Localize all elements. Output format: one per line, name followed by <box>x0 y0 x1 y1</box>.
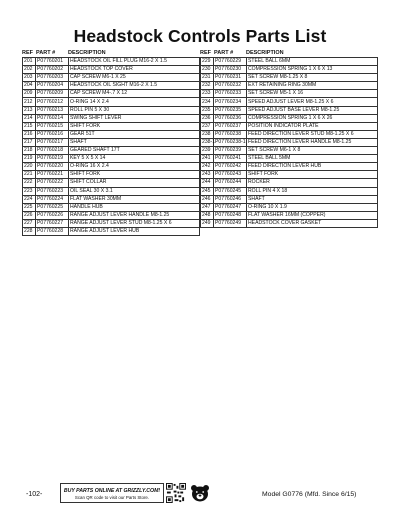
part-number-cell: P07760214 <box>36 114 69 122</box>
part-number-cell: P07760237 <box>214 122 247 130</box>
part-number-cell: P07760235 <box>214 106 247 114</box>
description-cell: EXT RETAINING RING 30MM <box>247 82 378 90</box>
description-cell: SET SCREW M6-1 X 8 <box>247 147 378 155</box>
description-cell: FLAT WASHER 16MM (COPPER) <box>247 211 378 219</box>
description-cell: SPEED ADJUST BASE LEVER M8-1.25 <box>247 106 378 114</box>
ref-cell: 246 <box>201 195 214 203</box>
ref-cell: 219 <box>23 155 36 163</box>
ref-cell: 232 <box>201 82 214 90</box>
table-row <box>23 114 200 122</box>
part-number-cell: P07760217 <box>36 138 69 146</box>
part-number-cell: P07760247 <box>214 203 247 211</box>
description-cell: ROLL PIN 4 X 18 <box>247 187 378 195</box>
ref-cell: 217 <box>23 138 36 146</box>
model-info: Model G0776 (Mfd. Since 6/15) <box>262 491 357 498</box>
part-number-cell: P07760230 <box>214 66 247 74</box>
scan-qr-text: Scan QR code to visit our Parts Store. <box>74 495 150 500</box>
part-number-cell: P07760245 <box>214 187 247 195</box>
part-number-cell: P07760224 <box>36 195 69 203</box>
table-row <box>23 219 200 227</box>
part-number-cell: P07760209 <box>36 90 69 98</box>
ref-cell: 237 <box>201 122 214 130</box>
header-part: PART # <box>36 50 56 56</box>
ref-cell: 215 <box>23 122 36 130</box>
ref-cell: 247 <box>201 203 214 211</box>
ref-cell: 235 <box>201 106 214 114</box>
description-cell: SHIFT FORK <box>69 171 200 179</box>
ref-cell: 241 <box>201 155 214 163</box>
table-row <box>201 187 378 195</box>
description-cell: SHIFT FORK <box>69 122 200 130</box>
ref-cell: 221 <box>23 171 36 179</box>
part-number-cell: P07760228 <box>36 227 69 235</box>
part-number-cell: P07760241 <box>214 155 247 163</box>
ref-cell: 213 <box>23 106 36 114</box>
ref-cell: 227 <box>23 219 36 227</box>
table-row <box>201 90 378 98</box>
table-row <box>201 203 378 211</box>
description-cell: OIL SEAL 30 X 3.1 <box>69 187 200 195</box>
description-cell: SHIFT COLLAR <box>69 179 200 187</box>
description-cell: O-RING 10 X 1.9 <box>247 203 378 211</box>
table-row <box>23 155 200 163</box>
description-cell: SWING SHIFT LEVER <box>69 114 200 122</box>
table-row <box>201 98 378 106</box>
header-ref: REF <box>200 50 211 56</box>
table-row <box>23 179 200 187</box>
part-number-cell: P07760242 <box>214 163 247 171</box>
description-cell: RANGE ADJUST LEVER HANDLE M8-1.25 <box>69 211 200 219</box>
parts-table-right <box>200 57 378 228</box>
part-number-cell: P07760225 <box>36 203 69 211</box>
ref-cell: 234 <box>201 98 214 106</box>
table-row <box>201 106 378 114</box>
description-cell: COMPRESSION SPRING 1 X 6 X 26 <box>247 114 378 122</box>
description-cell: FLAT WASHER 30MM <box>69 195 200 203</box>
table-row <box>23 203 200 211</box>
ref-cell: 203 <box>23 74 36 82</box>
part-number-cell: P07760248 <box>214 211 247 219</box>
description-cell: RANGE ADJUST LEVER STUD M8-1.25 X 6 <box>69 219 200 227</box>
ref-cell: 224 <box>23 195 36 203</box>
table-row <box>201 114 378 122</box>
table-row <box>201 179 378 187</box>
description-cell: HANDLE HUB <box>69 203 200 211</box>
description-cell: SHAFT <box>247 195 378 203</box>
part-number-cell: P07760239 <box>214 147 247 155</box>
ref-cell: 249 <box>201 219 214 227</box>
part-number-cell: P07760227 <box>36 219 69 227</box>
column-header <box>200 49 378 57</box>
description-cell: ROCKER <box>247 179 378 187</box>
description-cell: COMPRESSION SPRING 1 X 6 X 13 <box>247 66 378 74</box>
table-row <box>201 122 378 130</box>
part-number-cell: P07760231 <box>214 74 247 82</box>
part-number-cell: P07760219 <box>36 155 69 163</box>
part-number-cell: P07760221 <box>36 171 69 179</box>
parts-table-left <box>22 57 200 236</box>
ref-cell: 218 <box>23 147 36 155</box>
ref-cell: 204 <box>23 82 36 90</box>
table-row <box>23 211 200 219</box>
table-row <box>23 130 200 138</box>
ref-cell: 243 <box>201 171 214 179</box>
ref-cell: 212 <box>23 98 36 106</box>
part-number-cell: P07760220 <box>36 163 69 171</box>
part-number-cell: P07760238-1 <box>215 138 246 145</box>
ref-cell: 228 <box>23 227 36 235</box>
part-number-cell: P07760201 <box>36 58 69 66</box>
table-row <box>201 155 378 163</box>
ref-cell: 238 <box>201 130 214 138</box>
parts-column-left <box>22 49 200 236</box>
page-number: -102- <box>26 491 43 498</box>
table-row <box>201 195 378 203</box>
ref-cell: 209 <box>23 90 36 98</box>
ref-cell: 201 <box>23 58 36 66</box>
table-row <box>23 171 200 179</box>
table-row <box>23 195 200 203</box>
ref-cell: 244 <box>201 179 214 187</box>
table-row <box>201 211 378 219</box>
description-cell: GEAR 51T <box>69 130 200 138</box>
ref-cell: 229 <box>201 58 214 66</box>
description-cell: RANGE ADJUST LEVER HUB <box>69 227 200 235</box>
header-part: PART # <box>214 50 234 56</box>
table-row <box>201 138 378 146</box>
part-number-cell: P07760238 <box>214 130 247 138</box>
part-number-cell: P07760244 <box>214 179 247 187</box>
description-cell: CAP SCREW M4-.7 X 12 <box>69 90 200 98</box>
part-number-cell: P07760215 <box>36 122 69 130</box>
part-number-cell: P07760203 <box>36 74 69 82</box>
ref-cell: 222 <box>23 179 36 187</box>
description-cell: STEEL BALL 5MM <box>247 155 378 163</box>
description-cell: O-RING 14 X 2.4 <box>69 98 200 106</box>
description-cell: KEY 5 X 5 X 14 <box>69 155 200 163</box>
description-cell: CAP SCREW M6-1 X 25 <box>69 74 200 82</box>
part-number-cell: P07760232 <box>214 82 247 90</box>
part-number-cell: P07760249 <box>214 219 247 227</box>
table-row <box>23 82 200 90</box>
table-row <box>201 219 378 227</box>
description-cell: GEARED SHAFT 17T <box>69 147 200 155</box>
description-cell: FEED DIRECTION LEVER STUD M8-1.25 X 6 <box>247 130 378 138</box>
ref-cell: 245 <box>201 187 214 195</box>
table-row <box>23 106 200 114</box>
part-number-cell: P07760212 <box>36 98 69 106</box>
part-number-cell: P07760216 <box>36 130 69 138</box>
buy-parts-text: BUY PARTS ONLINE AT GRIZZLY.COM! <box>63 488 161 494</box>
table-row <box>201 130 378 138</box>
table-row <box>23 58 200 66</box>
ref-cell: 233 <box>201 90 214 98</box>
ref-cell: 226 <box>23 211 36 219</box>
table-row <box>23 147 200 155</box>
description-cell: SHIFT FORK <box>247 171 378 179</box>
description-cell: FEED DIRECTION LEVER HANDLE M8-1.25 <box>247 138 378 146</box>
table-row <box>23 66 200 74</box>
table-row <box>201 82 378 90</box>
description-cell: HEADSTOCK TOP COVER <box>69 66 200 74</box>
part-number-cell: P07760236 <box>214 114 247 122</box>
table-row <box>201 147 378 155</box>
table-row <box>201 171 378 179</box>
ref-cell: 202 <box>23 66 36 74</box>
ref-cell: 223 <box>23 187 36 195</box>
part-number-cell: P07760222 <box>36 179 69 187</box>
column-header <box>22 49 200 57</box>
description-cell: SET SCREW M8-1.25 X 8 <box>247 74 378 82</box>
part-number-cell: P07760246 <box>214 195 247 203</box>
header-ref: REF <box>22 50 33 56</box>
description-cell: STEEL BALL 6MM <box>247 58 378 66</box>
part-number-cell: P07760204 <box>36 82 69 90</box>
description-cell: HEADSTOCK COVER GASKET <box>247 219 378 227</box>
description-cell: SHAFT <box>69 138 200 146</box>
ref-cell: 239 <box>201 147 214 155</box>
table-row <box>23 138 200 146</box>
table-row <box>23 227 200 235</box>
table-row <box>23 187 200 195</box>
part-number-cell: P07760243 <box>214 171 247 179</box>
ref-cell: 236 <box>201 114 214 122</box>
part-number-cell: P07760233 <box>214 90 247 98</box>
part-number-cell: P07760223 <box>36 187 69 195</box>
header-description: DESCRIPTION <box>68 50 106 56</box>
header-description: DESCRIPTION <box>246 50 284 56</box>
ref-cell: 248 <box>201 211 214 219</box>
ref-cell: 225 <box>23 203 36 211</box>
ref-cell: 231 <box>201 74 214 82</box>
part-number-cell: P07760226 <box>36 211 69 219</box>
ref-cell: 230 <box>201 66 214 74</box>
ref-cell: 242 <box>201 163 214 171</box>
part-number-cell: P07760218 <box>36 147 69 155</box>
table-row <box>23 90 200 98</box>
ref-cell: 238-1 <box>202 138 216 145</box>
table-row <box>23 74 200 82</box>
table-row <box>201 66 378 74</box>
ref-cell: 214 <box>23 114 36 122</box>
table-row <box>23 163 200 171</box>
part-number-cell: P07760234 <box>214 98 247 106</box>
qr-code-icon[interactable] <box>166 483 186 503</box>
description-cell: POSITION INDICATOR PLATE <box>247 122 378 130</box>
table-row <box>201 58 378 66</box>
description-cell: SPEED ADJUST LEVER M8-1.25 X 6 <box>247 98 378 106</box>
description-cell: SET SCREW M5-1 X 16 <box>247 90 378 98</box>
table-row <box>201 74 378 82</box>
part-number-cell: P07760202 <box>36 66 69 74</box>
description-cell: HEADSTOCK OIL SIGHT M16-2 X 1.5 <box>69 82 200 90</box>
parts-store-banner <box>60 483 164 503</box>
description-cell: FEED DIRECTION LEVER HUB <box>247 163 378 171</box>
ref-cell: 220 <box>23 163 36 171</box>
parts-column-right <box>200 49 378 228</box>
part-number-cell: P07760213 <box>36 106 69 114</box>
grizzly-bear-logo-icon <box>190 484 210 502</box>
table-row <box>23 98 200 106</box>
description-cell: ROLL PIN 5 X 30 <box>69 106 200 114</box>
page-title: Headstock Controls Parts List <box>73 26 327 46</box>
table-row <box>23 122 200 130</box>
description-cell: O-RING 16 X 2.4 <box>69 163 200 171</box>
table-row <box>201 163 378 171</box>
description-cell: HEADSTOCK OIL FILL PLUG M16-2 X 1.5 <box>69 58 200 66</box>
part-number-cell: P07760229 <box>214 58 247 66</box>
ref-cell: 216 <box>23 130 36 138</box>
